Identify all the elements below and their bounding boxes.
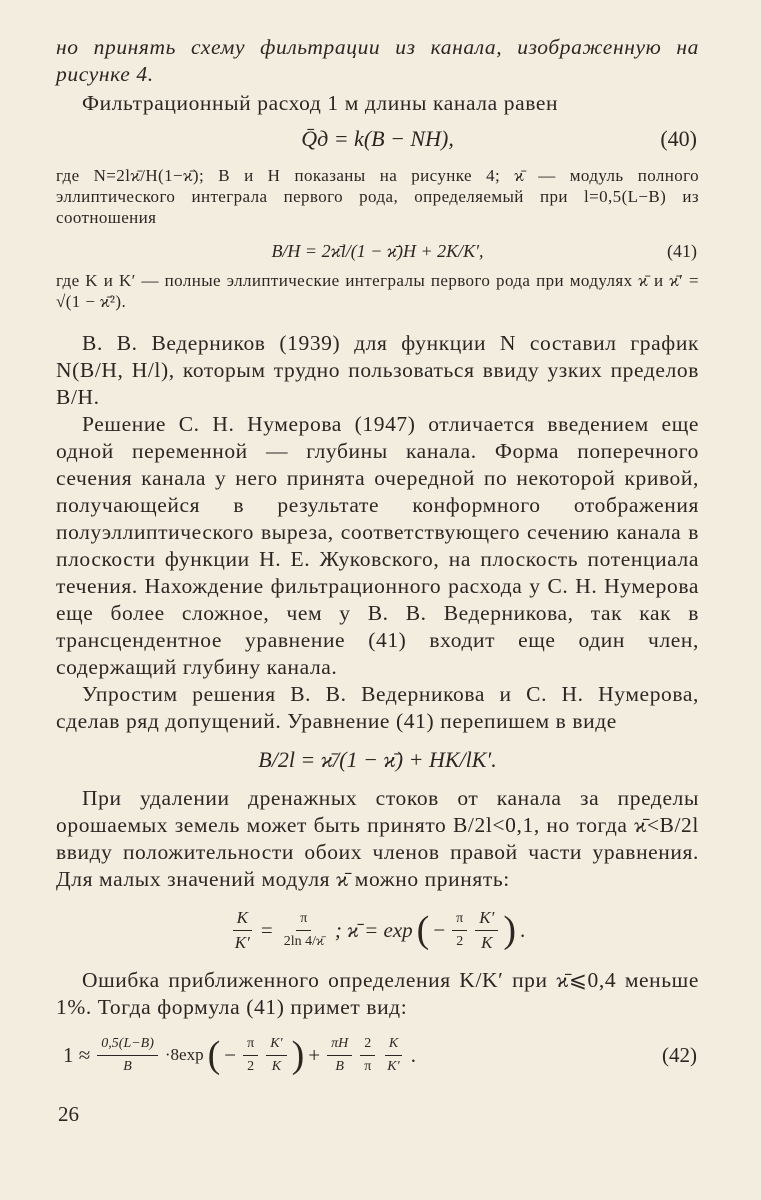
equation-40-number: (40) (660, 126, 697, 151)
fraction-pi-over-ln: $\frac{\pi}{2\ln 4/ϰ̄}$ (283, 910, 324, 949)
paren-open: ( (416, 909, 430, 951)
fraction-pi-over-2: $\frac{\pi}{2}$ (452, 910, 467, 951)
fraction-kprime-over-k: $\frac{K'}{K}$ (475, 908, 498, 953)
equation-40 (56, 117, 699, 161)
paren-close: ) (503, 909, 516, 951)
fraction-half-length: $\frac{0,5(L-B)}{B}$ (97, 1035, 158, 1076)
equation-40-expression: Q̄д = k(B − NH), (301, 126, 454, 151)
text-elliptic-integrals: где K и K′ — полные эллиптические интегралы первого рода при модулях ϰ̄ и ϰ̄′ = √(1 − ϰ̄²). (56, 271, 699, 311)
page-number: 26 (58, 1102, 79, 1126)
equation-rewritten (56, 735, 699, 785)
equation-41-expression: B/H = 2ϰ̄l/(1 − ϰ̄)H + 2K/K′, (271, 240, 484, 261)
text-simplification: Упростим решения В. В. Ведерникова и С. Н. Нумерова, сделав ряд допущений. Уравнение (41) перепишем в виде (56, 682, 699, 733)
text-where-definitions: где N=2lϰ̄/H(1−ϰ̄); B и H показаны на рисунке 4; ϰ̄ — модуль полного эллиптического интеграла первого рода, определяемый при l=0,5(L−B) из соотношения (56, 166, 699, 227)
text-numerov: Решение С. Н. Нумерова (1947) отличается введением еще одной переменной — глубины канала. Форма поперечного сечения канала у него принята очередной по некоторой кривой, получающейся в результате конформного отображения полуэллиптического выреза, соответствующего сечению канала в плоскости функции Н. Е. Жуковского, на плоскость потенциала течения. Нахождение фильтрационного расхода у С. Н. Нумерова еще более сложное, чем у В. В. Ведерникова, так как в трансцендентное уравнение (41) входит еще один член, содержащий глубину канала. (56, 412, 699, 679)
equation-42-number: (42) (662, 1042, 697, 1067)
text-continuation: но принять схему фильтрации из канала, изображенную на рисунке 4. (56, 35, 699, 86)
text-approximation-error: Ошибка приближенного определения K/K′ при ϰ̄⩽0,4 меньше 1%. Тогда формула (41) примет вид: (56, 968, 699, 1019)
equation-41-number: (41) (667, 240, 697, 261)
text-filtration-rate: Фильтрационный расход 1 м длины канала равен (82, 91, 559, 115)
equation-42: 1 ≈ $\frac{0,5(L-B)}{B}$ ·8exp ( − $\frac{\pi}{2}$ $\frac{K'}{K}$ ) + $\frac{\pi H}{B}$ $\frac{2}{\pi}$ $\frac{K}{K'}$ . (42) (63, 1034, 697, 1076)
equation-rewritten-expression: B/2l = ϰ̄/(1 − ϰ̄) + HK/lK′. (258, 747, 497, 772)
text-vedernikov: В. В. Ведерников (1939) для функции N составил график N(B/H, H/l), которым трудно пользоваться ввиду узких пределов B/H. (56, 331, 699, 409)
equation-approximation: $\frac{K}{K'}$ = $\frac{\pi}{2\ln 4/ϰ̄}$ ; ϰ̄ = exp ( − $\frac{\pi}{2}$ $\frac{K'}{K}$ ) . (56, 893, 699, 967)
text-drain-removal: При удалении дренажных стоков от канала за пределы орошаемых земель может быть принято B/2l<0,1, но тогда ϰ̄<B/2l ввиду положительности обоих членов правой части уравнения. Для малых значений модуля ϰ̄ можно принять: (56, 786, 699, 891)
equation-41 (56, 232, 699, 270)
fraction-k-over-kprime: $\frac{K}{K'}$ (231, 908, 254, 953)
